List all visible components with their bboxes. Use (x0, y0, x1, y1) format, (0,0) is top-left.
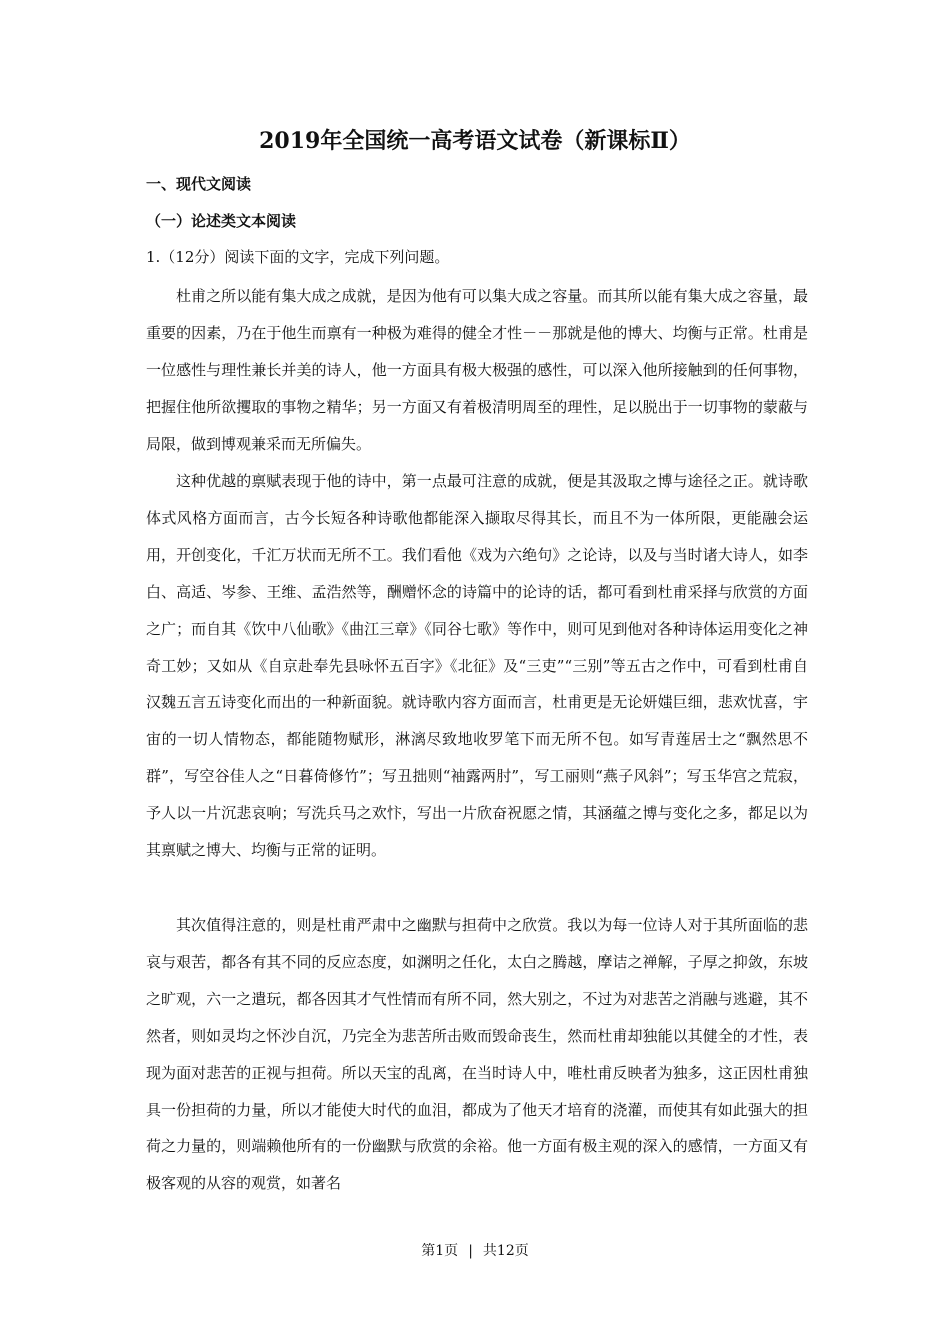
subsection-heading: （一）论述类文本阅读 (146, 212, 297, 230)
page-number-current: 第1页 (421, 1243, 459, 1259)
question-line: 1.（12分）阅读下面的文字，完成下列问题。 (146, 248, 450, 266)
paragraph-1: 杜甫之所以能有集大成之成就，是因为他有可以集大成之容量。而其所以能有集大成之容量，最重要的因素，乃在于他生而禀有一种极为难得的健全才性－－那就是他的博大、均衡与正常。杜甫是一位感性与理性兼长并美的诗人，他一方面具有极大极强的感性，可以深入他所接触到的任何事物，把握住他所欲攫取的事物之精华；另一方面又有着极清明周至的理性，足以脱出于一切事物的蒙蔽与局限，做到博观兼采而无所偏失。 (146, 287, 808, 453)
footer-separator: | (468, 1243, 473, 1259)
page-footer (0, 1241, 950, 1261)
paragraph-3: 其次值得注意的，则是杜甫严肃中之幽默与担荷中之欣赏。我以为每一位诗人对于其所面临的悲哀与艰苦，都各有其不同的反应态度，如渊明之任化，太白之腾越，摩诘之禅解，子厚之抑敛，东坡之旷观，六一之遣玩，都各因其才气性情而有所不同，然大别之，不过为对悲苦之消融与逃避，其不然者，则如灵均之怀沙自沉，乃完全为悲苦所击败而毁命丧生，然而杜甫却独能以其健全的才性，表现为面对悲苦的正视与担荷。所以天宝的乱离，在当时诗人中，唯杜甫反映者为独多，这正因杜甫独具一份担荷的力量，所以才能使大时代的血泪，都成为了他天才培育的浇灌，而使其有如此强大的担荷之力量的，则端赖他所有的一份幽默与欣赏的余裕。他一方面有极主观的深入的感情，一方面又有极客观的从容的观赏，如著名 (146, 916, 808, 1193)
page-title: 2019年全国统一高考语文试卷（新课标Ⅱ） (259, 128, 691, 154)
section-heading: 一、现代文阅读 (146, 175, 252, 193)
page-number-total: 共12页 (482, 1243, 529, 1259)
paragraph-2: 这种优越的禀赋表现于他的诗中，第一点最可注意的成就，便是其汲取之博与途径之正。就诗歌体式风格方面而言，古今长短各种诗歌他都能深入撷取尽得其长，而且不为一体所限，更能融会运用，开创变化，千汇万状而无所不工。我们看他《戏为六绝句》之论诗，以及与当时诸大诗人，如李白、高适、岑参、王维、孟浩然等，酬赠怀念的诗篇中的论诗的话，都可看到杜甫采择与欣赏的方面之广；而自其《饮中八仙歌》《曲江三章》《同谷七歌》等作中，则可见到他对各种诗体运用变化之神奇工妙；又如从《自京赴奉先县咏怀五百字》《北征》及“三吏”“三别”等五古之作中，可看到杜甫自汉魏五言五诗变化而出的一种新面貌。就诗歌内容方面而言，杜甫更是无论妍媸巨细，悲欢忧喜，宇宙的一切人情物态，都能随物赋形，淋漓尽致地收罗笔下而无所不包。如写青莲居士之“飘然思不群”，写空谷佳人之“日暮倚修竹”；写丑拙则“袖露两肘”，写工丽则“燕子风斜”；写玉华宫之荒寂，予人以一片沉悲哀响；写洗兵马之欢忭，写出一片欣奋祝愿之情，其涵蕴之博与变化之多，都足以为其禀赋之博大、均衡与正常的证明。 (146, 472, 808, 860)
